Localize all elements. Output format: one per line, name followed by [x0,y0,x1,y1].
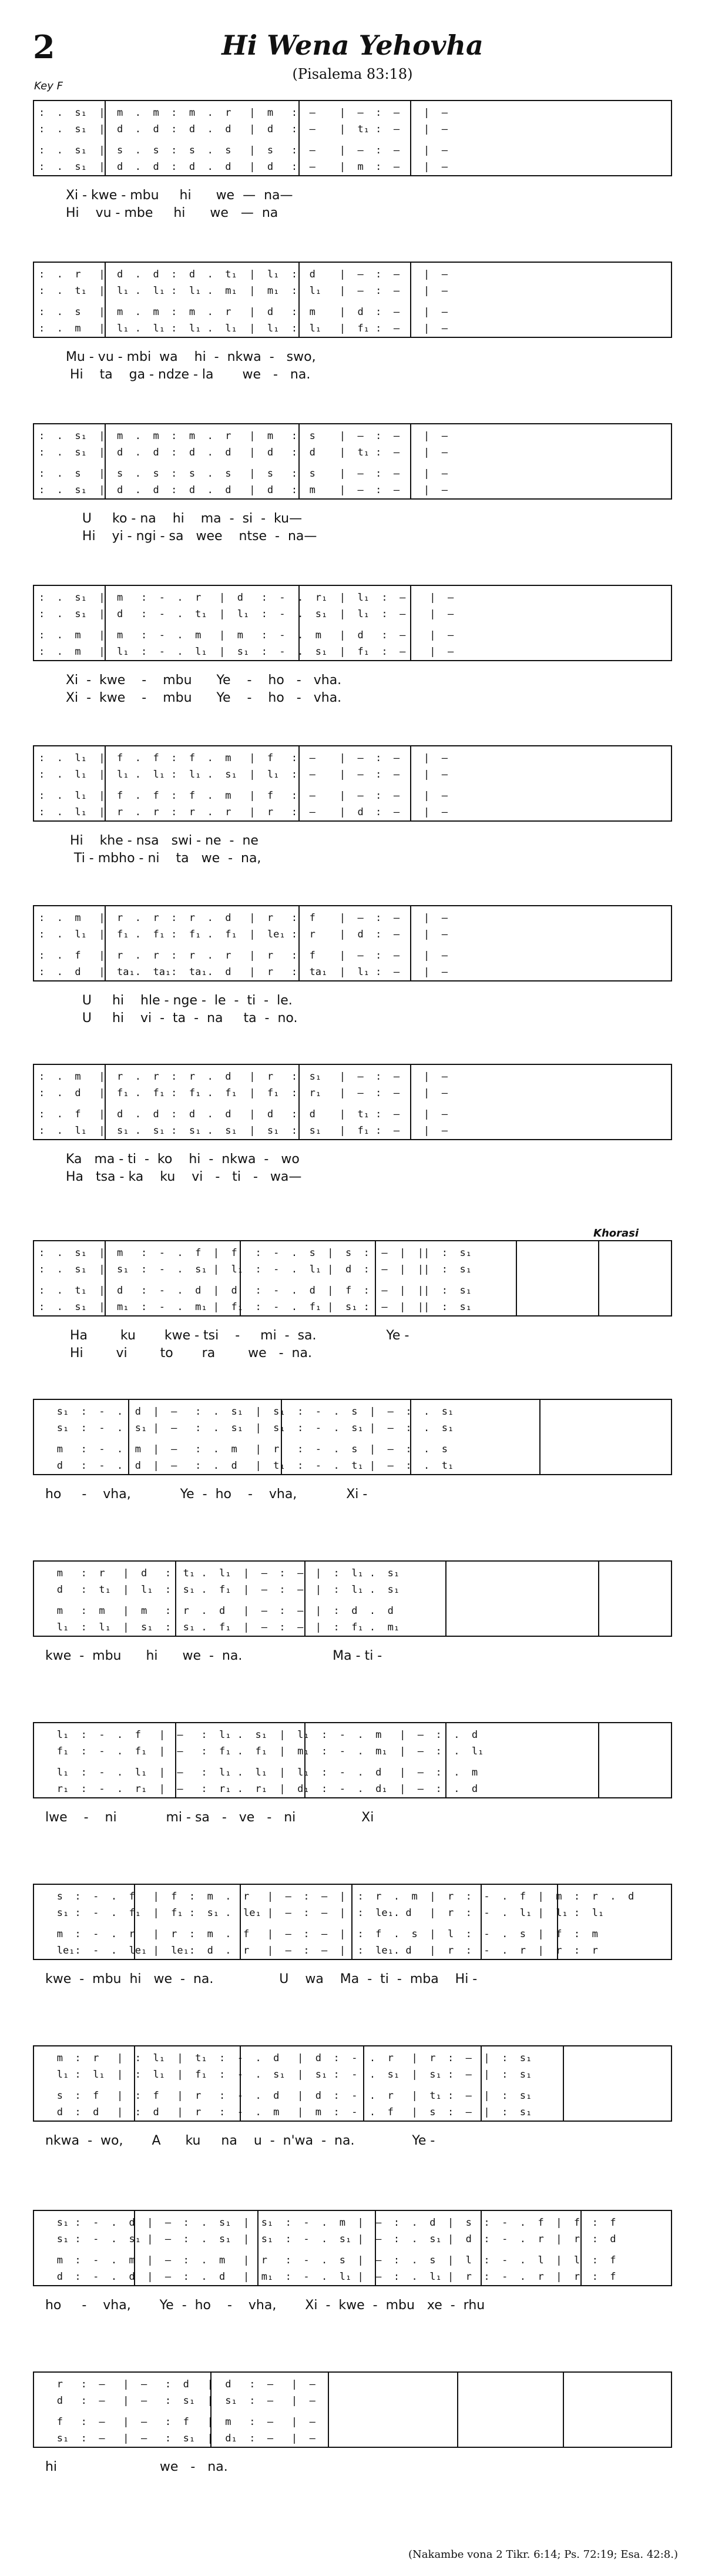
soprano-line: : . m | r . r : r . d | r : s₁ | — : — | — [39,1071,448,1083]
soprano-line: : . l₁ | f . f : f . m | f : — | — : — | — [39,752,448,764]
alto-line: f₁ : - . f₁ | — : f₁ . f₁ | m₁ : - . m₁ | — : . l₁ [39,1746,484,1757]
staff-box [33,1884,672,1960]
tenor-line: l₁ : - . l₁ | — : l₁ . l₁ | l₁ : - . d | — : . m [39,1767,478,1778]
staff-box [33,100,672,176]
music-system [33,262,672,397]
lyric-line: hi we - na. [33,2460,228,2474]
tenor-line: m : m | m : r . d | — : — | : d . d [39,1605,394,1617]
alto-line: : . d | f₁ . f₁ : f₁ . f₁ | f₁ : r₁ | — : — | — [39,1087,448,1099]
soprano-line: l₁ : - . f | — : l₁ . s₁ | l₁ : - . m | — : . d [39,1729,478,1741]
lyric-line: kwe - mbu hi we - na. U wa Ma - ti - mba Hi - [33,1972,478,1987]
bass-line: d : d | : d | r : - . m | m : - . f | s : — | : s₁ [39,2106,532,2118]
chorus-label: Khorasi [593,1227,639,1240]
music-system [33,905,672,1040]
bass-line: l₁ : l₁ | s₁ : s₁ . f₁ | — : — | : f₁ . m₁ [39,1622,400,1633]
tenor-line: f : — | — : f | m : — | — [39,2416,315,2428]
soprano-line: s₁ : - . d | — : . s₁ | s₁ : - . s | — : . s₁ [39,1406,454,1418]
music-system [33,100,672,235]
staff-box [33,1399,672,1475]
lyric-line: U hi vi - ta - na ta - no. [33,1011,298,1026]
staff-box [33,585,672,661]
lyric-line: lwe - ni mi - sa - ve - ni Xi [33,1810,374,1825]
soprano-line: : . r | d . d : d . t₁ | l₁ : d | — : — | — [39,269,448,280]
bass-line: d : - . d | — : . d | m₁ : - . l₁ | — : . l₁ | r : - . r | r : f [39,2271,616,2283]
music-system [33,1399,672,1534]
alto-line: : . l₁ | l₁ . l₁ : l₁ . s₁ | l₁ : — | — : — | — [39,769,448,780]
hymn-number: 2 [33,28,55,66]
lyric-line: kwe - mbu hi we - na. Ma - ti - [33,1649,382,1663]
soprano-line: s₁ : - . d | — : . s₁ | s₁ : - . m | — : . d | s : - . f | f : f [39,2217,616,2229]
staff-box [33,262,672,338]
music-system [33,1064,672,1199]
staff-box [33,2371,672,2448]
lyric-line: Hi vu - mbe hi we — na [33,206,278,220]
staff-box [33,745,672,822]
soprano-line: : . s₁ | m . m : m . r | m : — | — : — | — [39,107,448,119]
lyric-line: Ha tsa - ka ku vi - ti - wa— [33,1170,302,1184]
bass-line: : . s₁ | d . d : d . d | d : m | — : — | — [39,484,448,496]
hymn-title: Hi Wena Yehovha [221,29,484,61]
staff-box [33,1560,672,1637]
staff-box [33,1722,672,1798]
bass-line: le₁: - . le₁ | le₁: d . r | — : — | : le₁. d | r : - . r | r : r [39,1945,598,1957]
lyric-line: Ha ku kwe - tsi - mi - sa. Ye - [33,1328,409,1343]
music-system [33,2210,672,2345]
tenor-line: : . f | r . r : r . r | r : f | — : — | — [39,950,448,962]
staff-box [33,1064,672,1140]
lyric-line: nkwa - wo, A ku na u - n'wa - na. Ye - [33,2133,435,2148]
bass-line: : . l₁ | r . r : r . r | r : — | d : — | — [39,806,448,818]
page-header [0,0,705,92]
tenor-line: : . s | m . m : m . r | d : m | d : — | — [39,306,448,318]
tenor-line: : . m | m : - . m | m : - . m | d : — | — [39,629,454,641]
alto-line: s₁ : - . s₁ | — : . s₁ | s₁ : - . s₁ | — : . s₁ [39,1422,454,1434]
music-system [33,1240,672,1375]
alto-line: d : t₁ | l₁ : s₁ . f₁ | — : — | : l₁ . s₁ [39,1584,400,1596]
staff-box [33,2210,672,2286]
soprano-line: : . s₁ | m : - . f | f : - . s | s : — | || : s₁ [39,1247,472,1259]
lyric-line: Mu - vu - mbi wa hi - nkwa - swo, [33,350,316,364]
soprano-line: m : r | : l₁ | t₁ : - . d | d : - . r | r : — | : s₁ [39,2052,532,2064]
music-system [33,745,672,880]
lyric-line: Xi - kwe - mbu Ye - ho - vha. [33,691,342,705]
footnote: (Nakambe vona 2 Tikr. 6:14; Ps. 72:19; Esa. 42:8.) [408,2548,678,2561]
bass-line: : . d | ta₁. ta₁: ta₁. d | r : ta₁ | l₁ : — | — [39,966,448,978]
staff-box [33,2045,672,2122]
tenor-line: m : - . m | — : . m | r : - . s | — : . s | l : - . l | l : f [39,2255,616,2266]
alto-line: : . s₁ | d . d : d . d | d : — | t₁ : — | — [39,123,448,135]
music-system [33,2371,672,2507]
tenor-line: : . f | d . d : d . d | d : d | t₁ : — | — [39,1108,448,1120]
tenor-line: : . t₁ | d : - . d | d : - . d | f : — | || : s₁ [39,1285,472,1297]
soprano-line: : . s₁ | m . m : m . r | m : s | — : — | — [39,430,448,442]
alto-line: : . s₁ | d . d : d . d | d : d | t₁ : — | — [39,447,448,458]
soprano-line: r : — | — : d | d : — | — [39,2379,315,2390]
alto-line: : . s₁ | d : - . t₁ | l₁ : - . s₁ | l₁ : — | — [39,608,454,620]
bass-line: : . l₁ | s₁ . s₁ : s₁ . s₁ | s₁ : s₁ | f₁ : — | — [39,1125,448,1137]
lyric-line: Ka ma - ti - ko hi - nkwa - wo [33,1152,300,1167]
lyric-line: U ko - na hi ma - si - ku— [33,511,303,526]
music-system [33,423,672,558]
bass-line: d : - . d | — : . d | t₁ : - . t₁ | — : . t₁ [39,1460,454,1472]
bass-line: s₁ : — | — : s₁ | d₁ : — | — [39,2433,315,2444]
lyric-line: Hi vi to ra we - na. [33,1346,312,1361]
lyric-line: Hi ta ga - ndze - la we - na. [33,367,311,382]
music-system [33,585,672,720]
bass-line: : . s₁ | m₁ : - . m₁ | f₁ : - . f₁ | s₁ : — | || : s₁ [39,1301,472,1313]
staff-box [33,1240,672,1317]
lyric-line: ho - vha, Ye - ho - vha, Xi - kwe - mbu xe - rhu [33,2298,485,2313]
alto-line: l₁ : l₁ | : l₁ | f₁ : - . s₁ | s₁ : - . s₁ | s₁ : — | : s₁ [39,2069,532,2081]
music-system [33,2045,672,2180]
alto-line: s₁ : - . s₁ | — : . s₁ | s₁ : - . s₁ | — : . s₁ | d : - . r | r : d [39,2233,616,2245]
lyric-line: U hi hle - nge - le - ti - le. [33,993,293,1008]
key-signature: Key F [34,80,63,92]
bass-line: : . m | l₁ . l₁ : l₁ . l₁ | l₁ : l₁ | f₁ : — | — [39,323,448,334]
soprano-line: s : - . f | f : m . r | — : — | : r . m | r : - . f | m : r . d [39,1891,634,1902]
bass-line: r₁ : - . r₁ | — : r₁ . r₁ | d₁ : - . d₁ | — : . d [39,1783,478,1795]
soprano-line: m : r | d : t₁ . l₁ | — : — | : l₁ . s₁ [39,1567,400,1579]
tenor-line: : . l₁ | f . f : f . m | f : — | — : — | — [39,790,448,802]
alto-line: : . t₁ | l₁ . l₁ : l₁ . m₁ | m₁ : l₁ | — : — | — [39,285,448,297]
lyric-line: Hi khe - nsa swi - ne - ne [33,833,258,848]
alto-line: : . s₁ | s₁ : - . s₁ | l₁ : - . l₁ | d : — | || : s₁ [39,1264,472,1275]
lyric-line: Ti - mbho - ni ta we - na, [33,851,261,866]
staff-box [33,423,672,500]
alto-line: s₁ : - . f₁ | f₁ : s₁ . le₁ | — : — | : le₁. d | r : - . l₁ | l₁ : l₁ [39,1907,605,1919]
tenor-line: m : - . m | — : . m | r : - . s | — : . s [39,1443,448,1455]
lyric-line: Xi - kwe - mbu hi we — na— [33,188,293,203]
lyric-line: Xi - kwe - mbu Ye - ho - vha. [33,673,342,688]
hymn-subtitle: (Pisalema 83:18) [292,66,413,82]
lyric-line: ho - vha, Ye - ho - vha, Xi - [33,1487,368,1502]
tenor-line: m : - . r | r : m . f | — : — | : f . s | l : - . s | f : m [39,1928,598,1940]
lyric-line: Hi yi - ngi - sa wee ntse - na— [33,529,317,544]
soprano-line: : . s₁ | m : - . r | d : - . r₁ | l₁ : — | — [39,592,454,604]
alto-line: : . l₁ | f₁ . f₁ : f₁ . f₁ | le₁ : r | d : — | — [39,929,448,940]
bass-line: : . s₁ | d . d : d . d | d : — | m : — | — [39,161,448,173]
music-system [33,1560,672,1696]
music-system [33,1722,672,1857]
tenor-line: s : f | : f | r : - . d | d : - . r | t₁ : — | : s₁ [39,2090,532,2102]
soprano-line: : . m | r . r : r . d | r : f | — : — | — [39,912,448,924]
alto-line: d : — | — : s₁ | s₁ : — | — [39,2395,315,2407]
tenor-line: : . s | s . s : s . s | s : s | — : — | — [39,468,448,480]
staff-box [33,905,672,982]
bass-line: : . m | l₁ : - . l₁ | s₁ : - . s₁ | f₁ : — | — [39,646,454,658]
music-system [33,1884,672,2019]
tenor-line: : . s₁ | s . s : s . s | s : — | — : — | — [39,145,448,156]
